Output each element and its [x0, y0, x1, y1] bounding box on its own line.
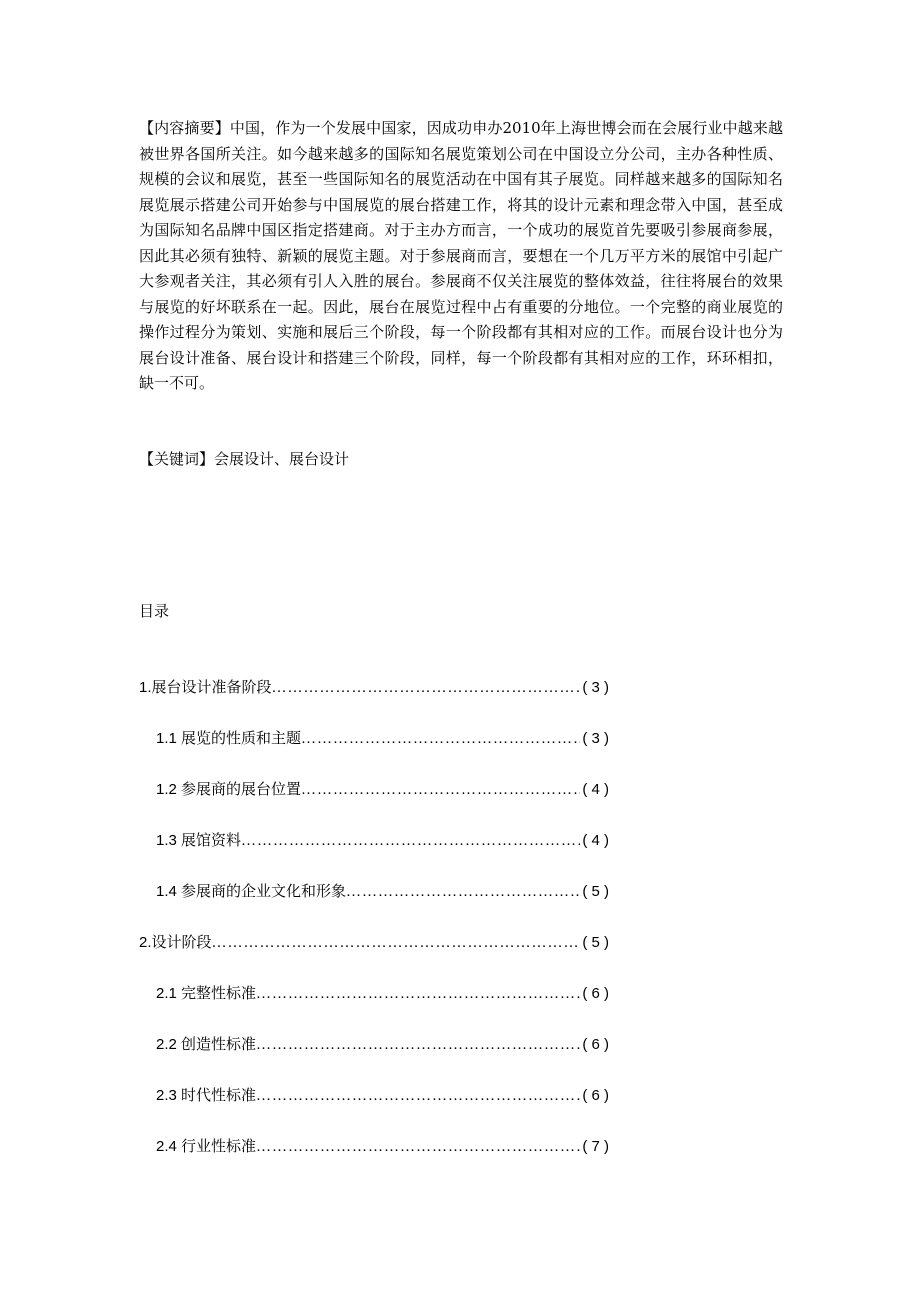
toc-entry-title: 展台设计准备阶段: [151, 678, 272, 696]
toc-dot-leader: [256, 983, 580, 1005]
toc-entry-number: 1.2: [156, 781, 182, 798]
toc-entry-1-4[interactable]: [139, 880, 609, 931]
toc-page-number: ( 7 ): [582, 1138, 609, 1155]
toc-entry-label: [156, 727, 301, 750]
toc-entry-label: [156, 982, 256, 1005]
toc-entry-label: [156, 1084, 256, 1107]
toc-page-number: ( 4 ): [582, 832, 609, 849]
toc-dot-leader: [256, 1034, 580, 1056]
toc-entry-1[interactable]: [139, 676, 609, 727]
toc-entry-title: 创造性标准: [181, 1035, 257, 1053]
toc-entry-number: 2.1: [156, 985, 182, 1002]
abstract-paragraph: 【内容摘要】中国，作为一个发展中国家，因成功申办2010年上海世博会而在会展行业中越来越被世界各国所关注。如今越来越多的国际知名展览策划公司在中国设立分公司，主办各种性质、规模的会议和展览，甚至一些国际知名的展览活动在中国有其子展览。同样越来越多的国际知名展览展示搭建公司开始参与中国展览的展台搭建工作，将其的设计元素和理念带入中国，甚至成为国际知名品牌中国区指定搭建商。对于主办方而言，一个成功的展览首先要吸引参展商参展，因此其必须有独特、新颖的展览主题。对于参展商而言，要想在一个几万平方米的展馆中引起广大参观者关注，其必须有引人入胜的展台。参展商不仅关注展览的整体效益，往往将展台的效果与展览的好坏联系在一起。因此，展台在展览过程中占有重要的分地位。一个完整的商业展览的操作过程分为策划、实施和展后三个阶段，每一个阶段都有其相对应的工作。而展台设计也分为展台设计准备、展台设计和搭建三个阶段，同样，每一个阶段都有其相对应的工作，环环相扣，缺一不可。: [139, 119, 783, 392]
toc-entry-label: [156, 778, 301, 801]
toc-entry-number: 2.4: [156, 1138, 182, 1155]
toc-page-number: ( 3 ): [582, 730, 609, 747]
toc-entry-label: [156, 1033, 256, 1056]
toc-entry-title: 参展商的企业文化和形象: [181, 882, 347, 900]
toc-entry-2-2[interactable]: [139, 1033, 609, 1084]
toc-page-number: ( 3 ): [582, 679, 609, 696]
toc-page-number: ( 6 ): [582, 1036, 609, 1053]
toc-entry-title: 展览的性质和主题: [181, 729, 302, 747]
table-of-contents: [139, 676, 609, 1186]
toc-entry-title: 展馆资料: [181, 831, 242, 849]
toc-dot-leader: [301, 728, 580, 750]
toc-title: 目录: [139, 602, 170, 620]
toc-entry-1-3[interactable]: [139, 829, 609, 880]
toc-page-number: ( 5 ): [582, 883, 609, 900]
toc-entry-title: 完整性标准: [181, 984, 257, 1002]
toc-entry-2-3[interactable]: [139, 1084, 609, 1135]
toc-entry-number: 1.1: [156, 730, 182, 747]
toc-dot-leader: [212, 932, 581, 954]
toc-dot-leader: [241, 830, 580, 852]
toc-entry-1-2[interactable]: [139, 778, 609, 829]
toc-dot-leader: [256, 1136, 580, 1158]
toc-entry-label: [139, 931, 212, 954]
toc-entry-1-1[interactable]: [139, 727, 609, 778]
toc-entry-label: [139, 676, 272, 699]
toc-entry-label: [156, 1135, 256, 1158]
toc-page-number: ( 4 ): [582, 781, 609, 798]
toc-page-number: ( 5 ): [582, 934, 609, 951]
toc-entry-title: 参展商的展台位置: [181, 780, 302, 798]
toc-entry-label: [156, 829, 241, 852]
toc-entry-number: 1.3: [156, 832, 182, 849]
toc-entry-title: 时代性标准: [181, 1086, 257, 1104]
toc-entry-number: 2.: [139, 934, 152, 951]
toc-entry-2[interactable]: [139, 931, 609, 982]
toc-entry-2-4[interactable]: [139, 1135, 609, 1186]
toc-dot-leader: [272, 677, 581, 699]
toc-dot-leader: [256, 1085, 580, 1107]
toc-entry-title: 行业性标准: [181, 1137, 257, 1155]
toc-entry-2-1[interactable]: [139, 982, 609, 1033]
toc-entry-number: 1.: [139, 679, 152, 696]
toc-entry-number: 1.4: [156, 883, 182, 900]
toc-page-number: ( 6 ): [582, 1087, 609, 1104]
toc-entry-label: [156, 880, 346, 903]
keywords-line: 【关键词】会展设计、展台设计: [139, 450, 350, 468]
toc-dot-leader: [346, 881, 580, 903]
toc-dot-leader: [301, 779, 580, 801]
toc-entry-number: 2.3: [156, 1087, 182, 1104]
toc-page-number: ( 6 ): [582, 985, 609, 1002]
toc-entry-title: 设计阶段: [151, 933, 212, 951]
toc-entry-number: 2.2: [156, 1036, 182, 1053]
